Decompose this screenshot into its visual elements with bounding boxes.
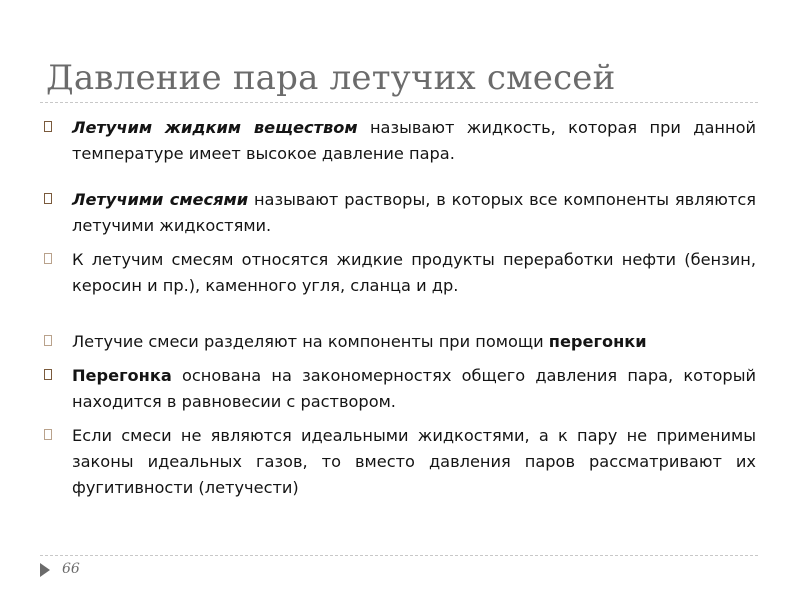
bullet-item: [44, 187, 756, 239]
square-bullet-icon: [44, 429, 52, 440]
bullet-item: [44, 115, 756, 167]
bullet-item: [44, 363, 756, 415]
square-bullet-icon: [44, 121, 52, 132]
title-divider: [40, 102, 758, 103]
bullet-bold-term: перегонки: [548, 332, 647, 351]
bullet-bold-term: Перегонка: [72, 366, 172, 385]
bullet-text: называют растворы, в которых все компоненты являются летучими жидкостями.: [72, 190, 756, 235]
slide-title: Давление пара летучих смесей: [46, 58, 616, 98]
square-bullet-icon: [44, 369, 52, 380]
bullet-item: [44, 423, 756, 501]
bullet-bold-term: Летучими смесями: [72, 190, 249, 209]
triangle-right-icon: [40, 563, 50, 577]
bullet-item: [44, 329, 756, 355]
slide-content: [44, 115, 756, 501]
footer-divider: [40, 555, 758, 556]
page-number: 66: [62, 561, 80, 577]
bullet-text: Летучие смеси разделяют на компоненты при помощи: [72, 332, 549, 351]
square-bullet-icon: [44, 253, 52, 264]
bullet-text: основана на закономерностях общего давления пара, который находится в равновесии с раствором.: [72, 366, 756, 411]
bullet-text: называют жидкость, которая при данной температуре имеет высокое давление пара.: [72, 118, 756, 163]
square-bullet-icon: [44, 335, 52, 346]
bullet-text: К летучим смесям относятся жидкие продукты переработки нефти (бензин, керосин и пр.), каменного угля, сланца и др.: [72, 250, 756, 295]
bullet-bold-term: Летучим жидким веществом: [72, 118, 358, 137]
square-bullet-icon: [44, 193, 52, 204]
bullet-item: [44, 247, 756, 299]
bullet-text: Если смеси не являются идеальными жидкостями, а к пару не применимы законы идеальных газов, то вместо давления паров рассматривают их фугитивности (летучести): [72, 426, 756, 497]
